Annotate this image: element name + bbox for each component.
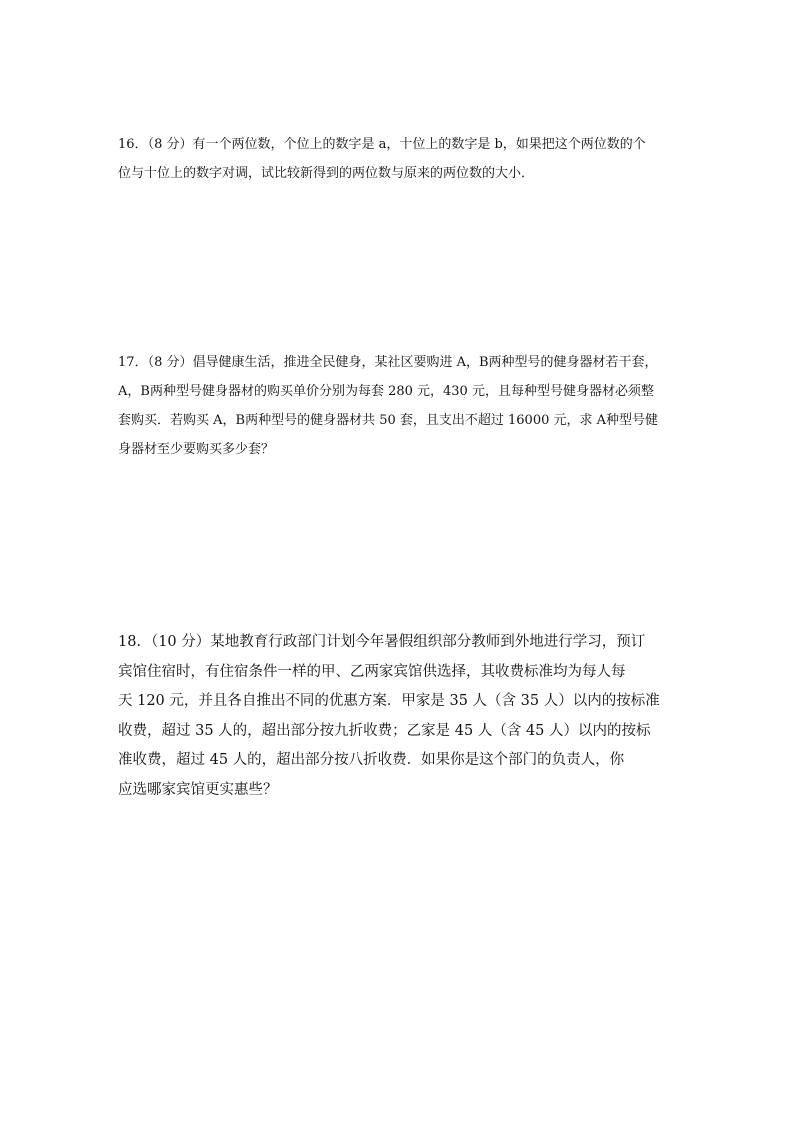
problem-17-text-4: 身器材至少要购买多少套？ — [118, 442, 275, 457]
problem-16-text-2: 位与十位上的数字对调，试比较新得到的两位数与原来的两位数的大小． — [118, 166, 535, 181]
problem-18 — [118, 628, 698, 805]
problem-17-number: 17 — [118, 355, 135, 370]
problem-18-text-5: 准收费，超过 45 人的，超出部分按八折收费．如果你是这个部门的负责人，你 — [118, 752, 625, 768]
problem-16-line-1: 16．（8 分）有一个两位数，个位上的数字是 a，十位上的数字是 b，如果把这个两位数的个 — [118, 137, 646, 152]
problem-17-text-3: 套购买．若购买 A，B两种型号的健身器材共 50 套，且支出不超过 16000 元，求 A种型号健 — [118, 413, 659, 428]
problem-17-line-1: 17．（8 分）倡导健康生活，推进全民健身，某社区要购进 A，B两种型号的健身器材若干套， — [118, 355, 658, 370]
problem-18-text-1: 某地教育行政部门计划今年暑假组织部分教师到外地进行学习，预订 — [210, 634, 646, 650]
problem-18-text-3: 天 120 元，并且各自推出不同的优惠方案．甲家是 35 人（含 35 人）以内的按标准 — [118, 693, 660, 709]
problem-18-text-4: 收费，超过 35 人的，超出部分按九折收费；乙家是 45 人（含 45 人）以内的按标 — [118, 722, 651, 739]
problem-18-text-6: 应选哪家宾馆更实惠些？ — [118, 781, 278, 798]
problem-16-text-1: 有一个两位数，个位上的数字是 a，十位上的数字是 b，如果把这个两位数的个 — [192, 137, 646, 152]
problem-17 — [118, 348, 678, 464]
problem-17-points: （8 分） — [147, 355, 193, 370]
problem-18-number: 18 — [118, 634, 137, 650]
problem-16 — [118, 130, 678, 188]
problem-18-line-1: 18．（10 分）某地教育行政部门计划今年暑假组织部分教师到外地进行学习，预订 — [118, 634, 646, 650]
problem-18-points: （10 分） — [150, 634, 211, 650]
problem-16-points: （8 分） — [147, 137, 193, 152]
problem-17-text-2: A，B两种型号健身器材的购买单价分别为每套 280 元，430 元，且每种型号健身器材必须整 — [118, 384, 654, 399]
problem-18-text-2: 宾馆住宿时，有住宿条件一样的甲、乙两家宾馆供选择，其收费标准均为每人每 — [118, 663, 626, 680]
problem-17-text-1: 倡导健康生活，推进全民健身，某社区要购进 A，B两种型号的健身器材若干套， — [192, 355, 658, 370]
problem-16-number: 16 — [118, 137, 135, 152]
